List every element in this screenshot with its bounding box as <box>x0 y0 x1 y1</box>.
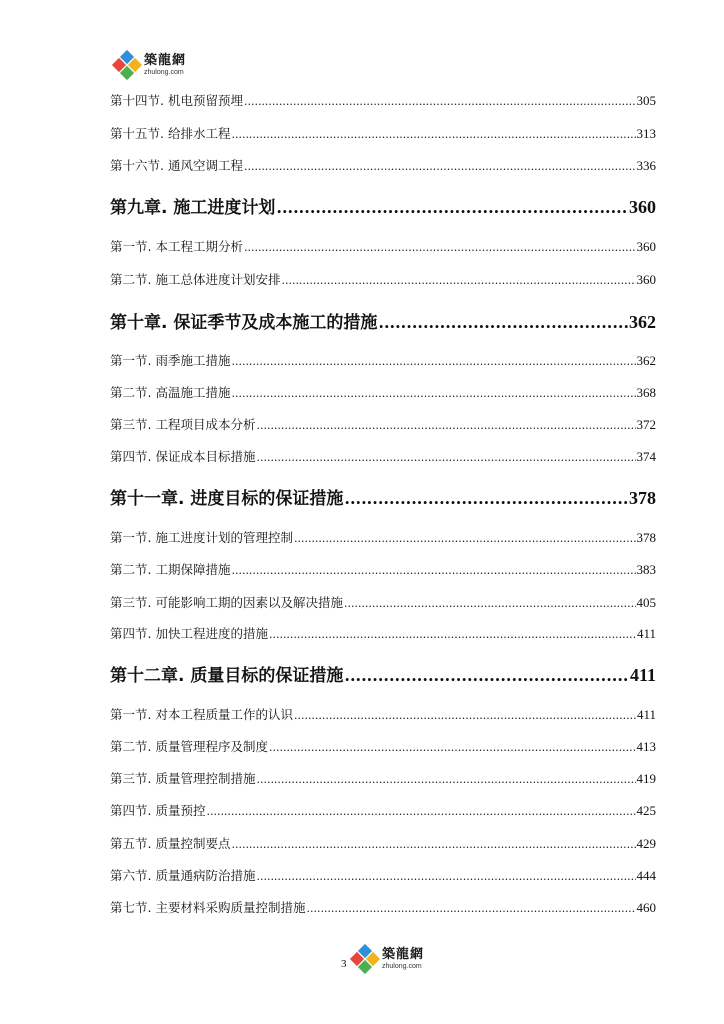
toc-entry-page: 362 <box>629 312 656 332</box>
toc-entry-title: 第四节. 质量预控 <box>110 803 206 818</box>
toc-entry-title: 第一节. 本工程工期分析 <box>110 239 243 254</box>
toc-dot-leader <box>344 666 629 685</box>
toc-dot-leader <box>294 709 636 722</box>
toc-section-entry <box>110 866 656 884</box>
toc-section-entry <box>110 383 656 401</box>
toc-dot-leader <box>344 597 636 610</box>
toc-dot-leader <box>231 128 635 141</box>
toc-dot-leader <box>269 741 636 754</box>
toc-section-entry <box>110 593 656 611</box>
toc-entry-page: 378 <box>636 530 656 545</box>
toc-entry-title: 第一节. 对本工程质量工作的认识 <box>110 707 293 722</box>
toc-dot-leader <box>244 95 636 108</box>
toc-entry-page: 429 <box>636 836 656 851</box>
toc-entry-page: 413 <box>636 739 656 754</box>
toc-entry-page: 411 <box>636 626 656 641</box>
toc-section-entry <box>110 270 656 288</box>
toc-section-entry <box>110 351 656 369</box>
zhulong-logo-mark-icon <box>352 946 378 972</box>
toc-entry-title: 第四节. 加快工程进度的措施 <box>110 626 268 641</box>
toc-entry-title: 第四节. 保证成本目标措施 <box>110 449 256 464</box>
toc-entry-title: 第一节. 雨季施工措施 <box>110 353 231 368</box>
toc-entry-page: 362 <box>636 353 656 368</box>
toc-entry-page: 411 <box>636 707 656 722</box>
toc-entry-title: 第二节. 质量管理程序及制度 <box>110 739 268 754</box>
toc-entry-title: 第六节. 质量通病防治措施 <box>110 868 256 883</box>
toc-entry-page: 419 <box>636 771 656 786</box>
toc-section-entry <box>110 91 656 109</box>
toc-entry-title: 第二节. 高温施工措施 <box>110 385 231 400</box>
toc-section-entry <box>110 705 656 723</box>
toc-section-entry <box>110 237 656 255</box>
toc-entry-title: 第九章. 施工进度计划 <box>110 198 276 218</box>
toc-dot-leader <box>294 532 636 545</box>
toc-chapter-entry <box>110 661 656 686</box>
toc-dot-leader <box>231 564 635 577</box>
toc-entry-page: 360 <box>636 239 656 254</box>
toc-entry-title: 第五节. 质量控制要点 <box>110 836 231 851</box>
toc-dot-leader <box>244 241 636 254</box>
toc-dot-leader <box>276 198 628 217</box>
toc-chapter-entry <box>110 484 656 509</box>
toc-entry-page: 368 <box>636 385 656 400</box>
logo-english-text: zhulong.com <box>144 69 184 76</box>
toc-section-entry <box>110 898 656 916</box>
toc-section-entry <box>110 156 656 174</box>
toc-entry-title: 第七节. 主要材料采购质量控制措施 <box>110 900 306 915</box>
logo-chinese-text: 築龍網 <box>382 947 425 962</box>
toc-dot-leader <box>256 419 635 432</box>
toc-section-entry <box>110 769 656 787</box>
toc-entry-page: 360 <box>629 197 656 217</box>
toc-dot-leader <box>344 489 628 508</box>
toc-section-entry <box>110 560 656 578</box>
toc-dot-leader <box>269 628 636 641</box>
toc-entry-page: 425 <box>636 803 656 818</box>
toc-entry-page: 444 <box>636 868 656 883</box>
toc-entry-page: 378 <box>629 488 656 508</box>
logo-chinese-text: 築龍網 <box>144 53 187 68</box>
toc-dot-leader <box>306 902 635 915</box>
toc-entry-page: 374 <box>636 449 656 464</box>
toc-section-entry <box>110 528 656 546</box>
toc-dot-leader <box>244 160 636 173</box>
toc-dot-leader <box>256 773 635 786</box>
toc-entry-title: 第三节. 质量管理控制措施 <box>110 771 256 786</box>
toc-entry-page: 372 <box>636 417 656 432</box>
toc-entry-page: 460 <box>636 900 656 915</box>
toc-entry-page: 405 <box>636 595 656 610</box>
toc-dot-leader <box>256 451 635 464</box>
toc-dot-leader <box>231 838 635 851</box>
toc-entry-title: 第一节. 施工进度计划的管理控制 <box>110 530 293 545</box>
toc-dot-leader <box>281 274 635 287</box>
zhulong-logo-top <box>114 52 186 78</box>
toc-entry-title: 第十六节. 通风空调工程 <box>110 158 243 173</box>
toc-entry-page: 360 <box>636 272 656 287</box>
toc-entry-page: 383 <box>636 562 656 577</box>
toc-dot-leader <box>206 805 635 818</box>
toc-section-entry <box>110 447 656 465</box>
toc-entry-title: 第二节. 工期保障措施 <box>110 562 231 577</box>
page-number: 3 <box>341 958 347 970</box>
zhulong-logo-bottom <box>352 946 424 972</box>
toc-entry-title: 第三节. 工程项目成本分析 <box>110 417 256 432</box>
toc-entry-title: 第十章. 保证季节及成本施工的措施 <box>110 313 378 333</box>
toc-section-entry <box>110 834 656 852</box>
toc-chapter-entry <box>110 193 656 218</box>
toc-entry-page: 305 <box>636 93 656 108</box>
toc-entry-page: 411 <box>629 665 656 685</box>
toc-section-entry <box>110 415 656 433</box>
logo-english-text: zhulong.com <box>382 963 422 970</box>
toc-section-entry <box>110 624 656 642</box>
toc-dot-leader <box>378 313 628 332</box>
toc-dot-leader <box>231 387 635 400</box>
toc-entry-title: 第十五节. 给排水工程 <box>110 126 231 141</box>
toc-chapter-entry <box>110 308 656 333</box>
toc-entry-title: 第十四节. 机电预留预埋 <box>110 93 243 108</box>
toc-entry-page: 336 <box>636 158 656 173</box>
toc-section-entry <box>110 737 656 755</box>
toc-entry-title: 第十二章. 质量目标的保证措施 <box>110 666 344 686</box>
toc-entry-title: 第二节. 施工总体进度计划安排 <box>110 272 281 287</box>
toc-entry-title: 第十一章. 进度目标的保证措施 <box>110 489 344 509</box>
toc-dot-leader <box>256 870 635 883</box>
toc-entry-page: 313 <box>636 126 656 141</box>
toc-dot-leader <box>231 355 635 368</box>
toc-section-entry <box>110 124 656 142</box>
zhulong-logo-mark-icon <box>114 52 140 78</box>
toc-section-entry <box>110 801 656 819</box>
toc-entry-title: 第三节. 可能影响工期的因素以及解决措施 <box>110 595 343 610</box>
